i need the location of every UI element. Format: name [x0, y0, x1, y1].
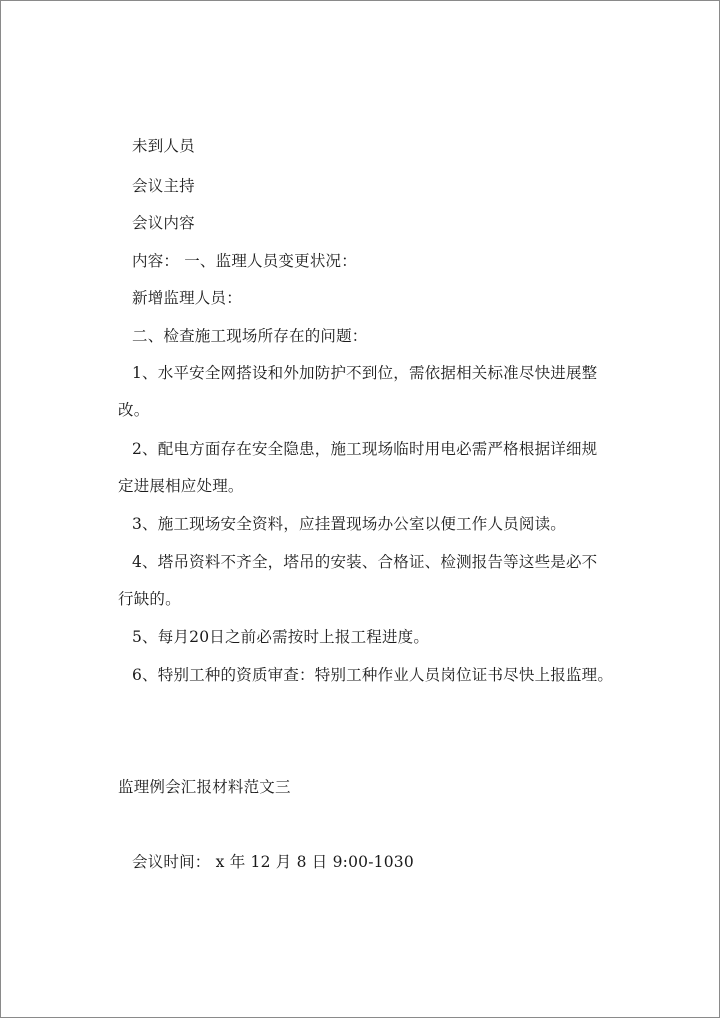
line-section-two-heading: 二、检查施工现场所存在的问题：: [132, 327, 368, 345]
line-issue-4-continued: 行缺的。: [118, 590, 181, 608]
section-title: 监理例会汇报材料范文三: [118, 778, 291, 796]
line-meeting-host: 会议主持: [132, 177, 195, 195]
line-issue-1: 1、水平安全网搭设和外加防护不到位，需依据相关标准尽快进展整: [132, 364, 598, 382]
line-content-item-one: 内容： 一、监理人员变更状况：: [132, 252, 357, 270]
line-meeting-content-heading: 会议内容: [132, 214, 195, 232]
line-issue-3: 3、施工现场安全资料，应挂置现场办公室以便工作人员阅读。: [132, 515, 566, 533]
line-issue-6: 6、特别工种的资质审查：特别工种作业人员岗位证书尽快上报监理。: [132, 666, 614, 684]
line-issue-2: 2、配电方面存在安全隐患，施工现场临时用电必需严格根据详细规: [132, 440, 598, 458]
line-issue-5: 5、每月20日之前必需按时上报工程进度。: [132, 628, 430, 646]
line-new-supervisors: 新增监理人员：: [132, 289, 242, 307]
line-meeting-time: 会议时间： x 年 12 月 8 日 9:00-1030: [132, 853, 414, 871]
line-issue-4: 4、塔吊资料不齐全，塔吊的安装、合格证、检测报告等这些是必不: [132, 553, 598, 571]
line-issue-1-continued: 改。: [118, 401, 150, 419]
line-absent-members: 未到人员: [132, 137, 195, 155]
line-issue-2-continued: 定进展相应处理。: [118, 477, 244, 495]
